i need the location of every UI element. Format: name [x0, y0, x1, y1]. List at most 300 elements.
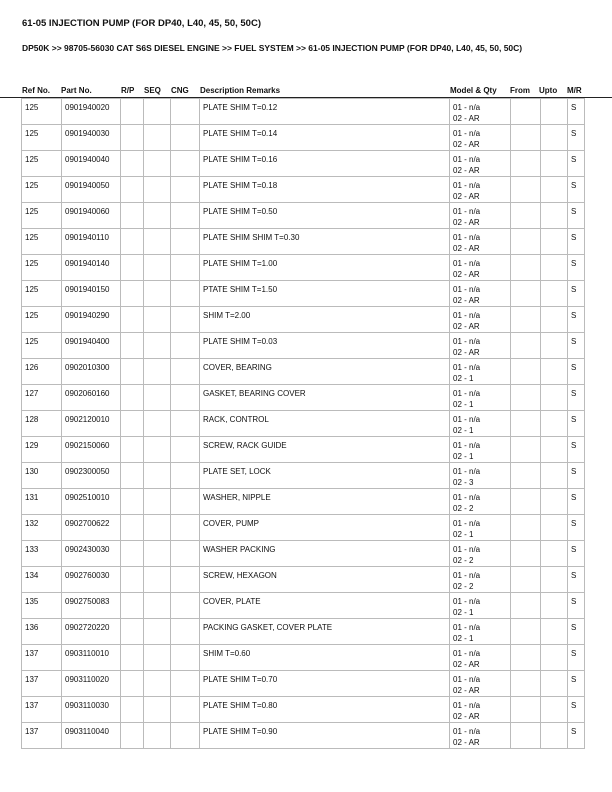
- ref-no-cell: 130: [22, 463, 62, 489]
- part-no-cell: 0902510010: [62, 489, 121, 515]
- model-qty-cell: [450, 567, 511, 593]
- seq-cell: [144, 697, 171, 723]
- model-qty-line: 01 - n/a: [453, 337, 481, 346]
- cng-cell: [171, 125, 200, 151]
- part-no-cell: 0901940050: [62, 177, 121, 203]
- part-no-cell: 0901940400: [62, 333, 121, 359]
- part-no-cell: 0901940290: [62, 307, 121, 333]
- description-cell: PTATE SHIM T=1.50: [200, 281, 450, 307]
- table-row: [22, 489, 585, 515]
- model-qty-line: 01 - n/a: [453, 311, 481, 320]
- seq-cell: [144, 333, 171, 359]
- upto-cell: [541, 437, 568, 463]
- description-cell: PLATE SHIM T=0.18: [200, 177, 450, 203]
- seq-cell: [144, 437, 171, 463]
- table-row: [22, 203, 585, 229]
- ref-no-cell: 125: [22, 177, 62, 203]
- mr-cell: S: [568, 229, 585, 255]
- col-mr: M/R: [567, 86, 582, 95]
- mr-cell: S: [568, 463, 585, 489]
- description-cell: COVER, PUMP: [200, 515, 450, 541]
- model-qty-line: 01 - n/a: [453, 727, 481, 736]
- parts-table: [21, 98, 585, 749]
- model-qty-line: 02 - AR: [453, 659, 480, 669]
- seq-cell: [144, 203, 171, 229]
- table-row: [22, 255, 585, 281]
- table-row: [22, 567, 585, 593]
- table-row: [22, 593, 585, 619]
- mr-cell: S: [568, 177, 585, 203]
- part-no-cell: 0901940150: [62, 281, 121, 307]
- part-no-cell: 0901940110: [62, 229, 121, 255]
- rp-cell: [121, 697, 144, 723]
- model-qty-cell: [450, 281, 511, 307]
- model-qty-cell: [450, 463, 511, 489]
- model-qty-cell: [450, 671, 511, 697]
- model-qty-line: 02 - 2: [453, 555, 474, 565]
- part-no-cell: 0901940030: [62, 125, 121, 151]
- mr-cell: S: [568, 255, 585, 281]
- table-row: [22, 125, 585, 151]
- ref-no-cell: 125: [22, 151, 62, 177]
- model-qty-cell: [450, 619, 511, 645]
- mr-cell: S: [568, 515, 585, 541]
- seq-cell: [144, 255, 171, 281]
- cng-cell: [171, 203, 200, 229]
- part-no-cell: 0902300050: [62, 463, 121, 489]
- model-qty-line: 02 - 1: [453, 633, 474, 643]
- model-qty-line: 01 - n/a: [453, 493, 481, 502]
- table-row: [22, 229, 585, 255]
- table-row: [22, 619, 585, 645]
- mr-cell: S: [568, 359, 585, 385]
- model-qty-line: 01 - n/a: [453, 389, 481, 398]
- seq-cell: [144, 307, 171, 333]
- ref-no-cell: 136: [22, 619, 62, 645]
- rp-cell: [121, 255, 144, 281]
- mr-cell: S: [568, 99, 585, 125]
- cng-cell: [171, 515, 200, 541]
- model-qty-line: 01 - n/a: [453, 441, 481, 450]
- col-model-qty: Model & Qty: [450, 86, 497, 95]
- cng-cell: [171, 463, 200, 489]
- col-upto: Upto: [539, 86, 558, 95]
- table-row: [22, 99, 585, 125]
- cng-cell: [171, 671, 200, 697]
- from-cell: [511, 619, 541, 645]
- model-qty-line: 02 - AR: [453, 685, 480, 695]
- from-cell: [511, 489, 541, 515]
- mr-cell: S: [568, 619, 585, 645]
- ref-no-cell: 125: [22, 255, 62, 281]
- model-qty-cell: [450, 203, 511, 229]
- model-qty-line: 01 - n/a: [453, 415, 481, 424]
- cng-cell: [171, 411, 200, 437]
- description-cell: PLATE SHIM T=0.90: [200, 723, 450, 749]
- description-cell: SCREW, RACK GUIDE: [200, 437, 450, 463]
- part-no-cell: 0903110010: [62, 645, 121, 671]
- from-cell: [511, 541, 541, 567]
- description-cell: SCREW, HEXAGON: [200, 567, 450, 593]
- model-qty-cell: [450, 515, 511, 541]
- table-row: [22, 359, 585, 385]
- upto-cell: [541, 541, 568, 567]
- mr-cell: S: [568, 125, 585, 151]
- model-qty-cell: [450, 177, 511, 203]
- from-cell: [511, 151, 541, 177]
- mr-cell: S: [568, 645, 585, 671]
- col-from: From: [510, 86, 530, 95]
- from-cell: [511, 229, 541, 255]
- model-qty-line: 02 - 2: [453, 503, 474, 513]
- model-qty-cell: [450, 645, 511, 671]
- ref-no-cell: 134: [22, 567, 62, 593]
- ref-no-cell: 125: [22, 333, 62, 359]
- rp-cell: [121, 99, 144, 125]
- ref-no-cell: 137: [22, 723, 62, 749]
- from-cell: [511, 411, 541, 437]
- cng-cell: [171, 541, 200, 567]
- description-cell: GASKET, BEARING COVER: [200, 385, 450, 411]
- upto-cell: [541, 359, 568, 385]
- from-cell: [511, 593, 541, 619]
- model-qty-line: 01 - n/a: [453, 675, 481, 684]
- from-cell: [511, 385, 541, 411]
- rp-cell: [121, 515, 144, 541]
- model-qty-line: 02 - AR: [453, 295, 480, 305]
- from-cell: [511, 359, 541, 385]
- description-cell: PLATE SET, LOCK: [200, 463, 450, 489]
- mr-cell: S: [568, 203, 585, 229]
- cng-cell: [171, 151, 200, 177]
- seq-cell: [144, 567, 171, 593]
- mr-cell: S: [568, 541, 585, 567]
- description-cell: PLATE SHIM T=0.16: [200, 151, 450, 177]
- model-qty-line: 01 - n/a: [453, 519, 481, 528]
- cng-cell: [171, 333, 200, 359]
- from-cell: [511, 515, 541, 541]
- from-cell: [511, 437, 541, 463]
- from-cell: [511, 333, 541, 359]
- description-cell: RACK, CONTROL: [200, 411, 450, 437]
- upto-cell: [541, 645, 568, 671]
- seq-cell: [144, 671, 171, 697]
- model-qty-line: 02 - 1: [453, 425, 474, 435]
- model-qty-line: 01 - n/a: [453, 103, 481, 112]
- mr-cell: S: [568, 671, 585, 697]
- model-qty-line: 02 - AR: [453, 243, 480, 253]
- upto-cell: [541, 151, 568, 177]
- model-qty-cell: [450, 125, 511, 151]
- cng-cell: [171, 697, 200, 723]
- rp-cell: [121, 567, 144, 593]
- part-no-cell: 0901940040: [62, 151, 121, 177]
- upto-cell: [541, 411, 568, 437]
- rp-cell: [121, 333, 144, 359]
- rp-cell: [121, 125, 144, 151]
- model-qty-line: 01 - n/a: [453, 155, 481, 164]
- mr-cell: S: [568, 697, 585, 723]
- part-no-cell: 0902150060: [62, 437, 121, 463]
- part-no-cell: 0903110020: [62, 671, 121, 697]
- rp-cell: [121, 385, 144, 411]
- table-row: [22, 463, 585, 489]
- upto-cell: [541, 281, 568, 307]
- model-qty-cell: [450, 229, 511, 255]
- cng-cell: [171, 255, 200, 281]
- rp-cell: [121, 437, 144, 463]
- seq-cell: [144, 125, 171, 151]
- table-row: [22, 437, 585, 463]
- model-qty-line: 02 - AR: [453, 113, 480, 123]
- model-qty-cell: [450, 411, 511, 437]
- upto-cell: [541, 619, 568, 645]
- model-qty-line: 01 - n/a: [453, 129, 481, 138]
- model-qty-cell: [450, 697, 511, 723]
- description-cell: SHIM T=0.60: [200, 645, 450, 671]
- mr-cell: S: [568, 151, 585, 177]
- model-qty-line: 02 - AR: [453, 347, 480, 357]
- col-ref-no: Ref No.: [22, 86, 50, 95]
- cng-cell: [171, 177, 200, 203]
- part-no-cell: 0901940140: [62, 255, 121, 281]
- seq-cell: [144, 541, 171, 567]
- mr-cell: S: [568, 723, 585, 749]
- description-cell: WASHER PACKING: [200, 541, 450, 567]
- seq-cell: [144, 723, 171, 749]
- seq-cell: [144, 411, 171, 437]
- cng-cell: [171, 723, 200, 749]
- seq-cell: [144, 593, 171, 619]
- upto-cell: [541, 203, 568, 229]
- model-qty-cell: [450, 359, 511, 385]
- model-qty-cell: [450, 255, 511, 281]
- mr-cell: S: [568, 567, 585, 593]
- description-cell: SHIM T=2.00: [200, 307, 450, 333]
- part-no-cell: 0902060160: [62, 385, 121, 411]
- part-no-cell: 0902750083: [62, 593, 121, 619]
- from-cell: [511, 255, 541, 281]
- seq-cell: [144, 385, 171, 411]
- description-cell: PLATE SHIM T=0.70: [200, 671, 450, 697]
- seq-cell: [144, 281, 171, 307]
- ref-no-cell: 125: [22, 203, 62, 229]
- upto-cell: [541, 463, 568, 489]
- model-qty-line: 02 - AR: [453, 269, 480, 279]
- model-qty-cell: [450, 333, 511, 359]
- col-seq: SEQ: [144, 86, 161, 95]
- seq-cell: [144, 619, 171, 645]
- col-description: Description Remarks: [200, 86, 281, 95]
- from-cell: [511, 697, 541, 723]
- ref-no-cell: 125: [22, 99, 62, 125]
- model-qty-line: 02 - AR: [453, 711, 480, 721]
- table-row: [22, 151, 585, 177]
- part-no-cell: 0903110040: [62, 723, 121, 749]
- model-qty-line: 01 - n/a: [453, 363, 481, 372]
- description-cell: PLATE SHIM T=0.80: [200, 697, 450, 723]
- ref-no-cell: 135: [22, 593, 62, 619]
- seq-cell: [144, 177, 171, 203]
- rp-cell: [121, 411, 144, 437]
- table-header: [0, 86, 612, 98]
- seq-cell: [144, 229, 171, 255]
- upto-cell: [541, 385, 568, 411]
- from-cell: [511, 723, 541, 749]
- model-qty-line: 01 - n/a: [453, 701, 481, 710]
- description-cell: COVER, BEARING: [200, 359, 450, 385]
- upto-cell: [541, 723, 568, 749]
- model-qty-cell: [450, 385, 511, 411]
- table-row: [22, 645, 585, 671]
- model-qty-cell: [450, 489, 511, 515]
- mr-cell: S: [568, 385, 585, 411]
- col-part-no: Part No.: [61, 86, 92, 95]
- upto-cell: [541, 307, 568, 333]
- ref-no-cell: 133: [22, 541, 62, 567]
- model-qty-line: 02 - AR: [453, 737, 480, 747]
- col-rp: R/P: [121, 86, 135, 95]
- mr-cell: S: [568, 411, 585, 437]
- cng-cell: [171, 567, 200, 593]
- model-qty-line: 01 - n/a: [453, 233, 481, 242]
- ref-no-cell: 137: [22, 697, 62, 723]
- ref-no-cell: 127: [22, 385, 62, 411]
- description-cell: PLATE SHIM T=0.12: [200, 99, 450, 125]
- table-row: [22, 541, 585, 567]
- from-cell: [511, 203, 541, 229]
- rp-cell: [121, 281, 144, 307]
- rp-cell: [121, 203, 144, 229]
- from-cell: [511, 125, 541, 151]
- model-qty-line: 02 - AR: [453, 139, 480, 149]
- description-cell: PLATE SHIM T=0.14: [200, 125, 450, 151]
- cng-cell: [171, 359, 200, 385]
- seq-cell: [144, 515, 171, 541]
- upto-cell: [541, 671, 568, 697]
- model-qty-line: 02 - 1: [453, 529, 474, 539]
- part-no-cell: 0902760030: [62, 567, 121, 593]
- rp-cell: [121, 463, 144, 489]
- seq-cell: [144, 463, 171, 489]
- description-cell: PLATE SHIM T=0.50: [200, 203, 450, 229]
- rp-cell: [121, 307, 144, 333]
- mr-cell: S: [568, 333, 585, 359]
- mr-cell: S: [568, 593, 585, 619]
- page-title: 61-05 INJECTION PUMP (FOR DP40, L40, 45, 50, 50C): [22, 18, 261, 29]
- model-qty-cell: [450, 593, 511, 619]
- part-no-cell: 0902010300: [62, 359, 121, 385]
- upto-cell: [541, 125, 568, 151]
- model-qty-cell: [450, 437, 511, 463]
- rp-cell: [121, 229, 144, 255]
- model-qty-cell: [450, 151, 511, 177]
- rp-cell: [121, 359, 144, 385]
- part-no-cell: 0901940060: [62, 203, 121, 229]
- model-qty-line: 02 - 1: [453, 451, 474, 461]
- model-qty-line: 01 - n/a: [453, 207, 481, 216]
- upto-cell: [541, 515, 568, 541]
- table-row: [22, 697, 585, 723]
- table-row: [22, 671, 585, 697]
- seq-cell: [144, 99, 171, 125]
- ref-no-cell: 131: [22, 489, 62, 515]
- cng-cell: [171, 593, 200, 619]
- ref-no-cell: 125: [22, 229, 62, 255]
- rp-cell: [121, 489, 144, 515]
- mr-cell: S: [568, 489, 585, 515]
- table-row: [22, 307, 585, 333]
- cng-cell: [171, 229, 200, 255]
- part-no-cell: 0903110030: [62, 697, 121, 723]
- from-cell: [511, 671, 541, 697]
- table-row: [22, 333, 585, 359]
- description-cell: WASHER, NIPPLE: [200, 489, 450, 515]
- model-qty-line: 02 - AR: [453, 217, 480, 227]
- ref-no-cell: 125: [22, 281, 62, 307]
- mr-cell: S: [568, 437, 585, 463]
- model-qty-line: 02 - AR: [453, 191, 480, 201]
- upto-cell: [541, 333, 568, 359]
- upto-cell: [541, 229, 568, 255]
- cng-cell: [171, 307, 200, 333]
- ref-no-cell: 137: [22, 671, 62, 697]
- model-qty-line: 01 - n/a: [453, 285, 481, 294]
- model-qty-line: 02 - 1: [453, 373, 474, 383]
- description-cell: PLATE SHIM T=1.00: [200, 255, 450, 281]
- model-qty-line: 02 - AR: [453, 321, 480, 331]
- mr-cell: S: [568, 281, 585, 307]
- table-row: [22, 177, 585, 203]
- ref-no-cell: 125: [22, 307, 62, 333]
- upto-cell: [541, 593, 568, 619]
- model-qty-line: 02 - 2: [453, 581, 474, 591]
- part-no-cell: 0902700622: [62, 515, 121, 541]
- part-no-cell: 0902720220: [62, 619, 121, 645]
- model-qty-cell: [450, 99, 511, 125]
- rp-cell: [121, 593, 144, 619]
- description-cell: COVER, PLATE: [200, 593, 450, 619]
- rp-cell: [121, 177, 144, 203]
- part-no-cell: 0901940020: [62, 99, 121, 125]
- model-qty-line: 01 - n/a: [453, 597, 481, 606]
- seq-cell: [144, 645, 171, 671]
- seq-cell: [144, 359, 171, 385]
- from-cell: [511, 567, 541, 593]
- model-qty-line: 02 - 1: [453, 607, 474, 617]
- seq-cell: [144, 489, 171, 515]
- model-qty-line: 01 - n/a: [453, 181, 481, 190]
- ref-no-cell: 132: [22, 515, 62, 541]
- upto-cell: [541, 697, 568, 723]
- model-qty-cell: [450, 541, 511, 567]
- model-qty-line: 02 - AR: [453, 165, 480, 175]
- table-row: [22, 411, 585, 437]
- cng-cell: [171, 281, 200, 307]
- from-cell: [511, 99, 541, 125]
- model-qty-line: 01 - n/a: [453, 259, 481, 268]
- rp-cell: [121, 151, 144, 177]
- cng-cell: [171, 385, 200, 411]
- rp-cell: [121, 645, 144, 671]
- rp-cell: [121, 671, 144, 697]
- rp-cell: [121, 541, 144, 567]
- part-no-cell: 0902120010: [62, 411, 121, 437]
- model-qty-line: 01 - n/a: [453, 571, 481, 580]
- table-row: [22, 515, 585, 541]
- description-cell: PACKING GASKET, COVER PLATE: [200, 619, 450, 645]
- upto-cell: [541, 177, 568, 203]
